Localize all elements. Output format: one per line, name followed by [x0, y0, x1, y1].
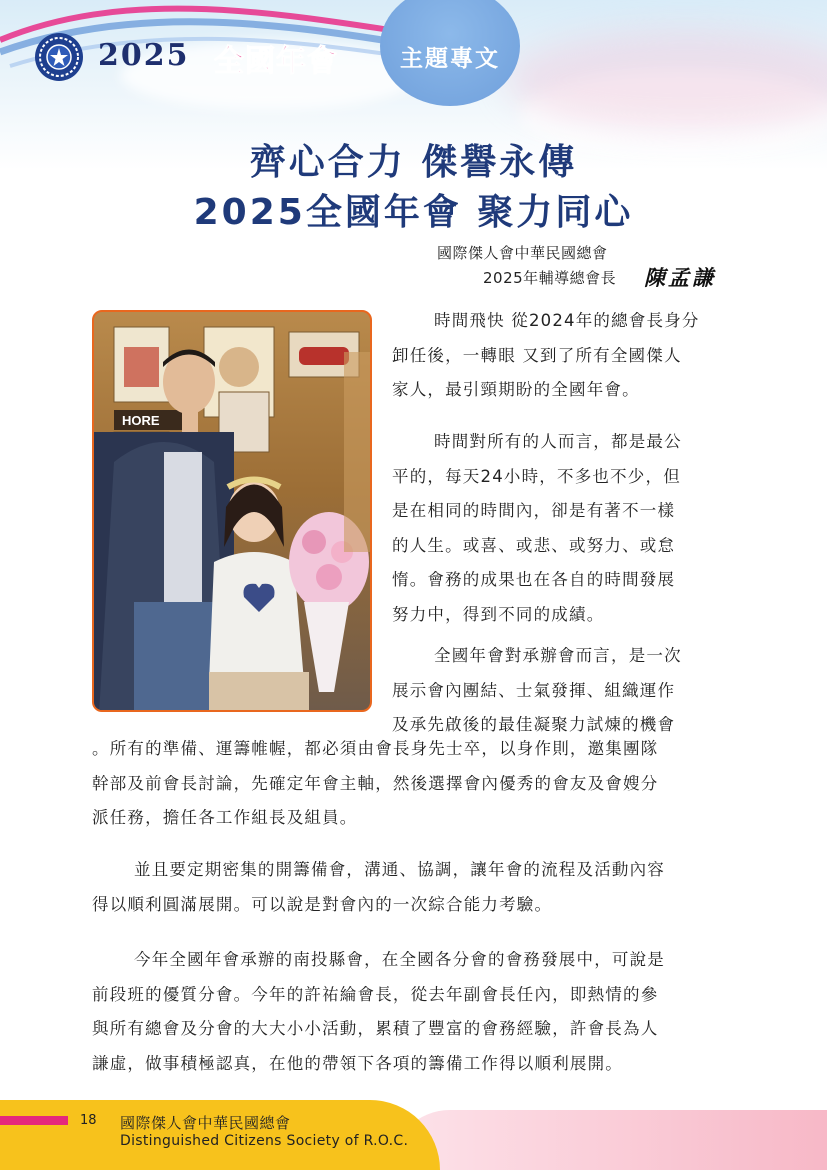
paragraph-line: 家人，最引頸期盼的全國年會。 [392, 380, 640, 399]
paragraph-line: 展示會內團結、士氣發揮、組織運作 [392, 680, 676, 700]
paragraph-1 [392, 304, 732, 408]
paragraph-3-top [392, 639, 732, 743]
header-year: 2025 [98, 38, 190, 73]
footer-pink-band [390, 1110, 827, 1170]
paragraph-5 [92, 943, 732, 1081]
paragraph-3-bottom [92, 732, 732, 836]
paragraph-line: 得以順利圓滿展開。可以說是對會內的一次綜合能力考驗。 [92, 894, 553, 914]
footer-organization-en: Distinguished Citizens Society of R.O.C. [120, 1133, 409, 1149]
paragraph-line: 全國年會對承辦會而言，是一次 [434, 646, 682, 665]
paragraph-line: 是在相同的時間內，卻是有著不一樣 [392, 501, 676, 520]
section-label: 主題專文 [400, 45, 500, 72]
paragraph-line: 今年全國年會承辦的南投縣會，在全國各分會的會務發展中，可說是 [134, 950, 665, 969]
paragraph-2 [392, 425, 732, 632]
paragraph-line: 時間對所有的人而言，都是最公 [434, 432, 682, 451]
paragraph-line: 前段班的優質分會。今年的許祐綸會長，從去年副會長任內，即熱情的參 [92, 984, 659, 1004]
poster-label: HORE [122, 413, 160, 428]
photo-illustration [94, 312, 372, 712]
paragraph-line: 的人生。或喜、或悲、或努力、或怠 [392, 535, 676, 555]
article-title-line2: 2025全國年會 聚力同心 [193, 192, 634, 233]
article-title-line1: 齊心合力 傑譽永傳 [249, 142, 578, 183]
paragraph-line: 平的，每天24小時，不多也不少，但 [392, 466, 681, 486]
paragraph-line: 謙虛，做事積極認真，在他的帶領下各項的籌備工作得以順利展開。 [92, 1053, 623, 1073]
header-event-title: 全國年會 [214, 44, 338, 79]
author-signature: 陳孟謙 [644, 265, 716, 290]
paragraph-line: 並且要定期密集的開籌備會，溝通、協調，讓年會的流程及活動內容 [134, 860, 665, 879]
footer-organization-zh: 國際傑人會中華民國總會 [120, 1114, 291, 1132]
page-number: 18 [80, 1113, 97, 1128]
article-photo [92, 310, 372, 712]
paragraph-line: 時間飛快 從2024年的總會長身分 [434, 311, 700, 330]
footer-accent-stripe [0, 1116, 68, 1125]
paragraph-line: 幹部及前會長討論，先確定年會主軸，然後選擇會內優秀的會友及會嫂分 [92, 773, 659, 793]
paragraph-line: 及承先啟後的最佳凝聚力試煉的機會 [392, 715, 676, 734]
byline-organization: 國際傑人會中華民國總會 [437, 244, 608, 262]
paragraph-line: 惰。會務的成果也在各自的時間發展 [392, 570, 676, 589]
paragraph-line: 派任務，擔任各工作組長及組員。 [92, 808, 358, 827]
society-emblem-icon [34, 32, 84, 82]
paragraph-line: 卸任後，一轉眼 又到了所有全國傑人 [392, 345, 682, 365]
paragraph-line: 。所有的準備、運籌帷幄，都必須由會長身先士卒，以身作則，邀集團隊 [92, 739, 659, 758]
byline-role: 2025年輔導總會長 [483, 269, 617, 287]
paragraph-4 [92, 853, 732, 922]
paragraph-line: 努力中，得到不同的成績。 [392, 604, 605, 624]
paragraph-line: 與所有總會及分會的大大小小活動，累積了豐富的會務經驗，許會長為人 [92, 1019, 659, 1038]
